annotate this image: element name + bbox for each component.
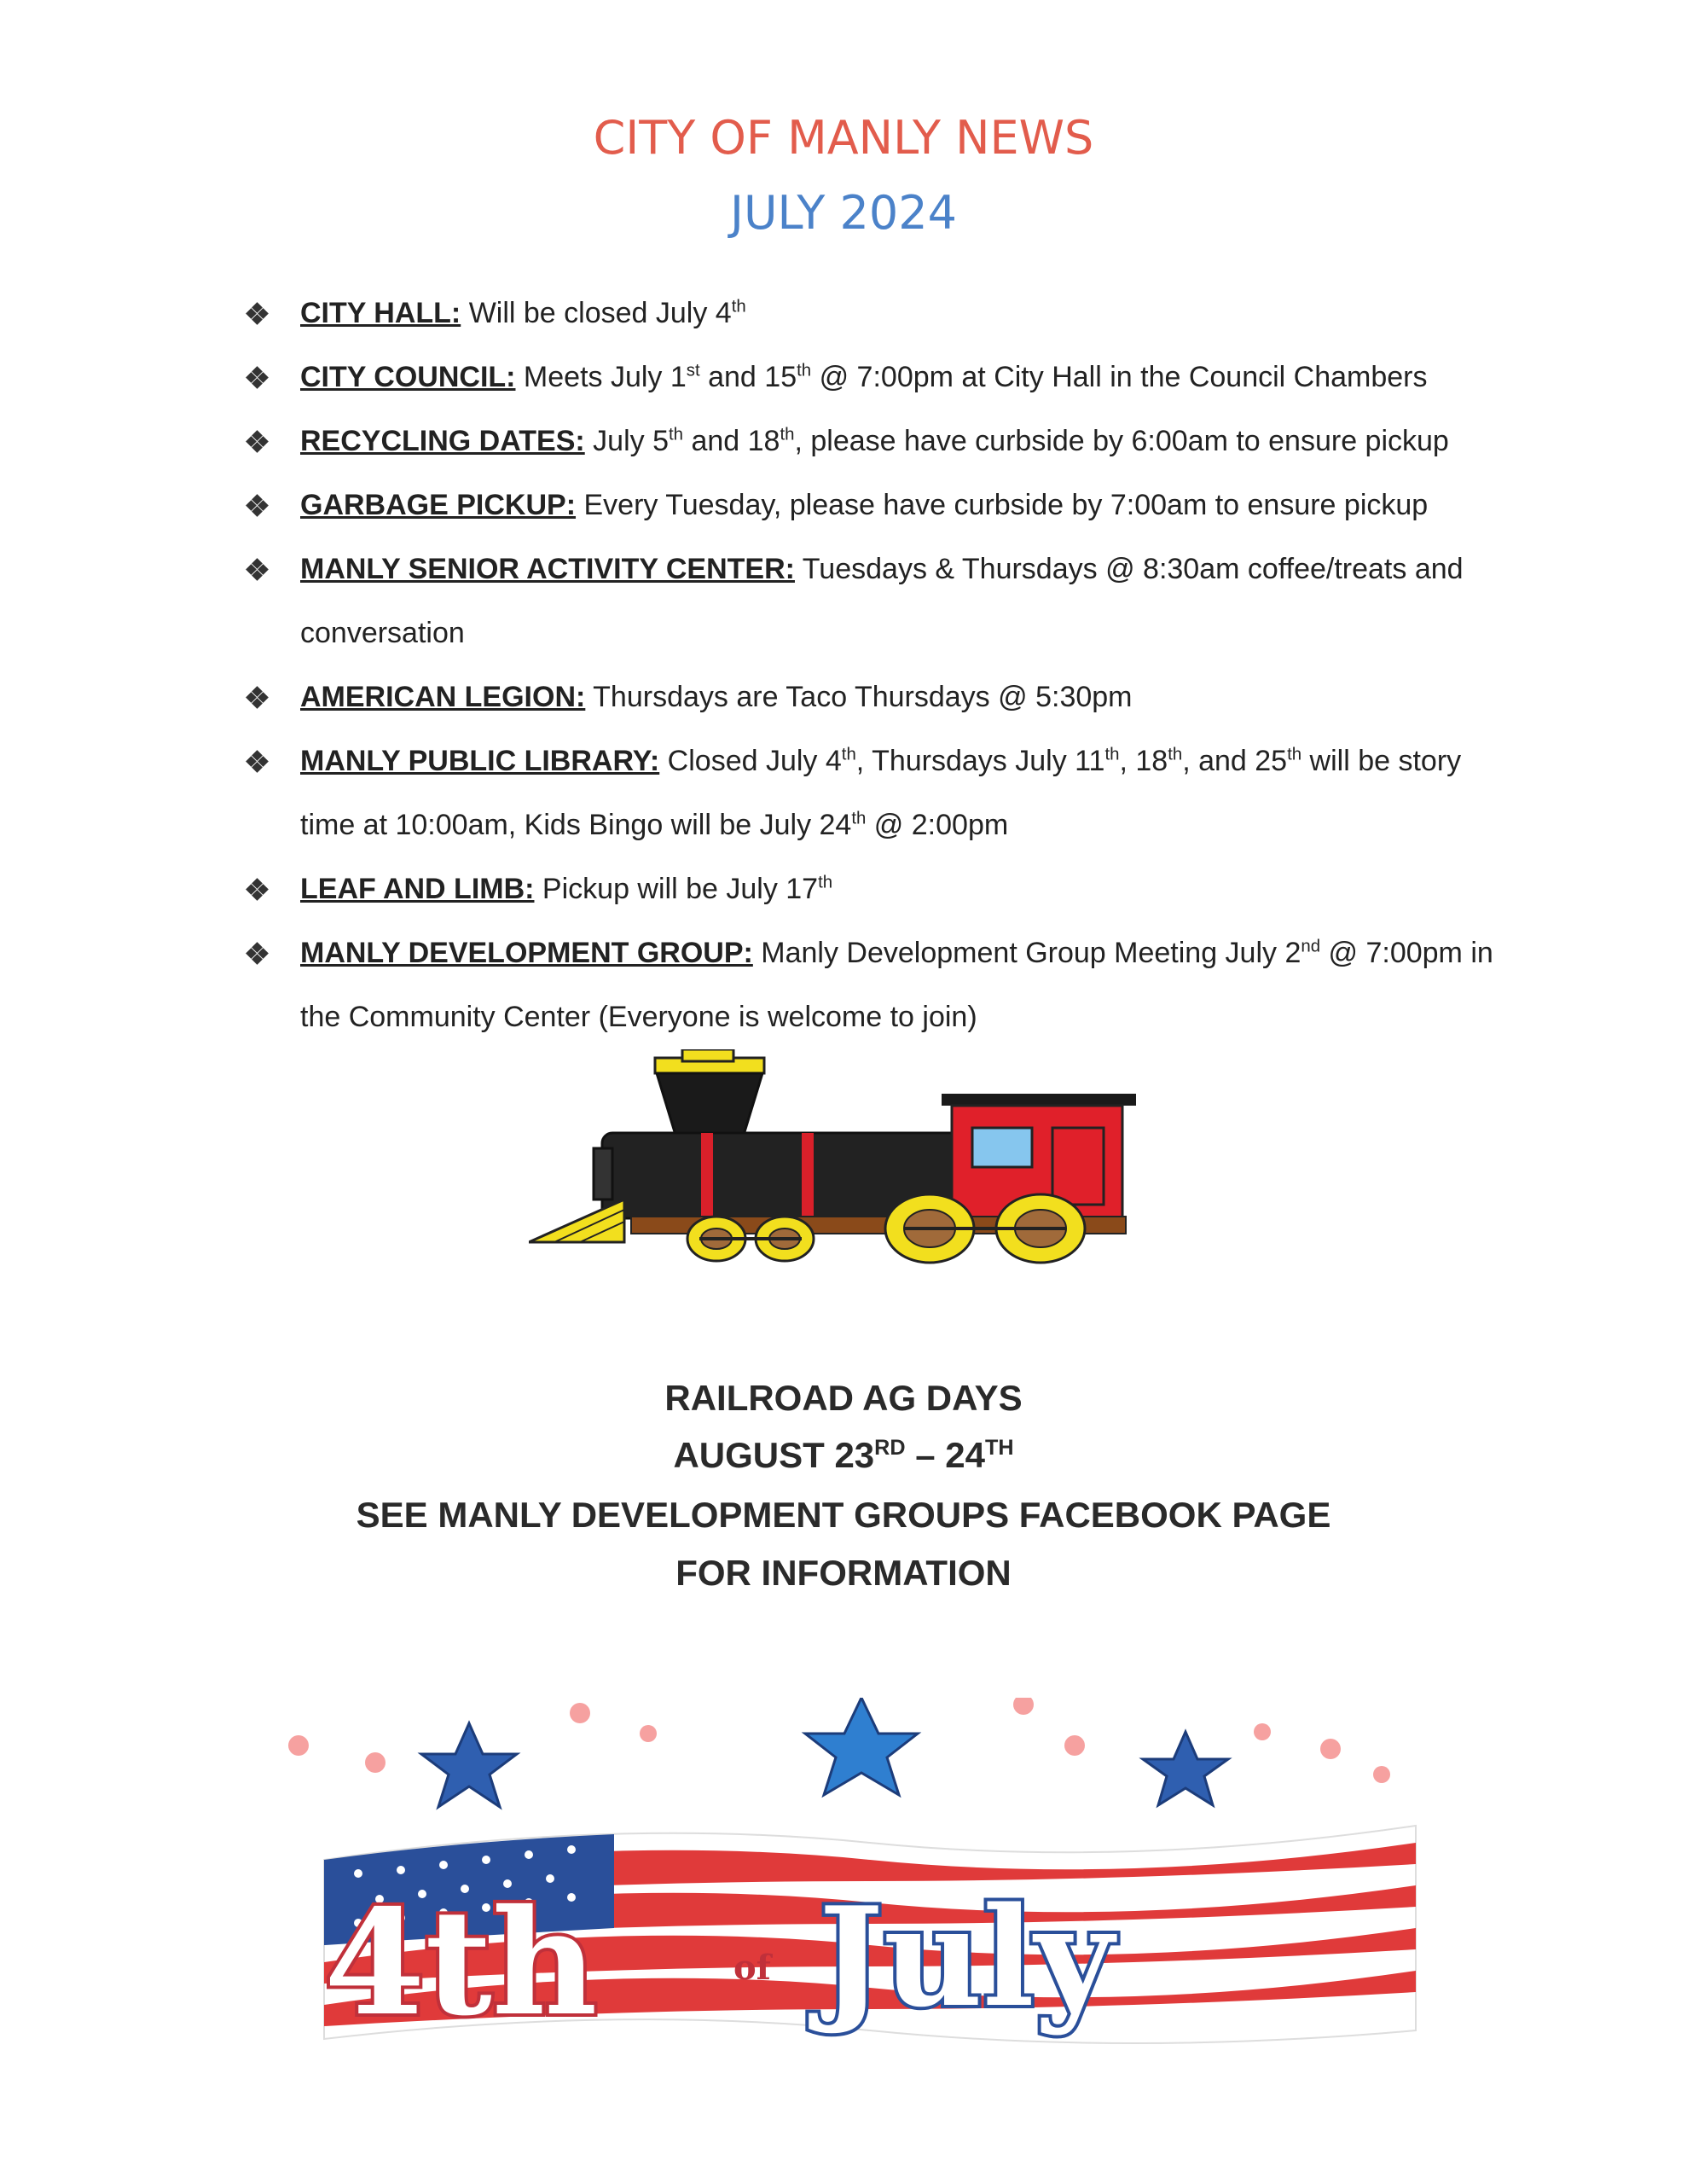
ordinal-suffix: nd — [1301, 937, 1321, 956]
item-text: @ 7:00pm at City Hall in the Council Chambers — [811, 361, 1428, 393]
ordinal-suffix: th — [1104, 745, 1120, 764]
list-item-library — [247, 729, 1510, 857]
item-text: Pickup will be July 17 — [534, 873, 819, 905]
item-text: July 5 — [584, 425, 669, 457]
train-icon — [529, 1049, 1160, 1271]
item-text: and 18 — [683, 425, 780, 457]
banner-text-4th: 4th — [324, 1878, 598, 2048]
event-dates: AUGUST 23RD – 24TH — [673, 1435, 1014, 1475]
diamond-bullet-icon — [247, 944, 268, 964]
page-title: CITY OF MANLY NEWS — [593, 111, 1094, 165]
item-label: MANLY SENIOR ACTIVITY CENTER: — [300, 553, 795, 585]
event-facebook-note: SEE MANLY DEVELOPMENT GROUPS FACEBOOK PAGE — [356, 1495, 1331, 1535]
ordinal-suffix: th — [818, 873, 833, 892]
item-label: RECYCLING DATES: — [300, 425, 585, 457]
item-text: Thursdays are Taco Thursdays @ 5:30pm — [585, 681, 1133, 713]
item-text: @ 2:00pm — [866, 809, 1009, 841]
item-text: Every Tuesday, please have curbside by 7:00am to ensure pickup — [576, 489, 1429, 521]
list-item-leaf-limb — [247, 857, 1510, 921]
ordinal-suffix: th — [1168, 745, 1183, 764]
ordinal-suffix: th — [797, 361, 812, 380]
ordinal-suffix: st — [686, 361, 700, 380]
page-subtitle: JULY 2024 — [730, 186, 957, 240]
item-text: Will be closed July 4 — [461, 297, 732, 329]
fourth-of-july-banner — [273, 1698, 1450, 2056]
item-label: CITY HALL: — [300, 297, 461, 329]
ordinal-suffix: th — [668, 425, 683, 444]
diamond-bullet-icon — [247, 304, 268, 324]
item-label: MANLY PUBLIC LIBRARY: — [300, 745, 660, 777]
diamond-bullet-icon — [247, 880, 268, 900]
item-label: CITY COUNCIL: — [300, 361, 516, 393]
ordinal-suffix: th — [851, 809, 867, 828]
item-text: Tuesdays & Thursdays @ 8:30am coffee/treats and conversation — [300, 553, 1464, 649]
list-item-garbage — [247, 473, 1510, 537]
ordinal-suffix: th — [731, 297, 746, 317]
list-item-city-hall — [247, 282, 1510, 346]
item-text: Closed July 4 — [659, 745, 842, 777]
item-label: MANLY DEVELOPMENT GROUP: — [300, 937, 753, 969]
list-item-senior-center — [247, 537, 1510, 665]
event-information: FOR INFORMATION — [675, 1553, 1012, 1593]
banner-text-july: July — [819, 1877, 1114, 2037]
diamond-bullet-icon — [247, 432, 268, 452]
item-label: AMERICAN LEGION: — [300, 681, 586, 713]
item-label: GARBAGE PICKUP: — [300, 489, 577, 521]
item-text: , Thursdays July 11 — [855, 745, 1105, 777]
item-text: Meets July 1 — [515, 361, 687, 393]
diamond-bullet-icon — [247, 496, 268, 516]
diamond-bullet-icon — [247, 752, 268, 772]
item-text: , 18 — [1119, 745, 1168, 777]
list-item-development-group — [247, 921, 1510, 1049]
ordinal-suffix: th — [1287, 745, 1302, 764]
diamond-bullet-icon — [247, 688, 268, 708]
diamond-bullet-icon — [247, 368, 268, 388]
item-text: Manly Development Group Meeting July 2 — [752, 937, 1301, 969]
item-text: and 15 — [699, 361, 797, 393]
event-title: RAILROAD AG DAYS — [664, 1378, 1023, 1418]
news-list — [247, 282, 1510, 1049]
diamond-bullet-icon — [247, 560, 268, 580]
banner-text-of: of — [733, 1948, 771, 1988]
item-text: will be story time at 10:00am, Kids Bingo will be July 24 — [300, 745, 1462, 841]
list-item-recycling — [247, 410, 1510, 473]
item-text: @ 7:00pm in the Community Center (Everyone is welcome to join) — [300, 937, 1493, 1033]
item-text: , and 25 — [1182, 745, 1288, 777]
ordinal-suffix: th — [780, 425, 795, 444]
item-label: LEAF AND LIMB: — [300, 873, 535, 905]
ordinal-suffix: th — [841, 745, 856, 764]
list-item-city-council — [247, 346, 1510, 410]
list-item-american-legion — [247, 665, 1510, 729]
item-text: , please have curbside by 6:00am to ensure pickup — [794, 425, 1449, 457]
